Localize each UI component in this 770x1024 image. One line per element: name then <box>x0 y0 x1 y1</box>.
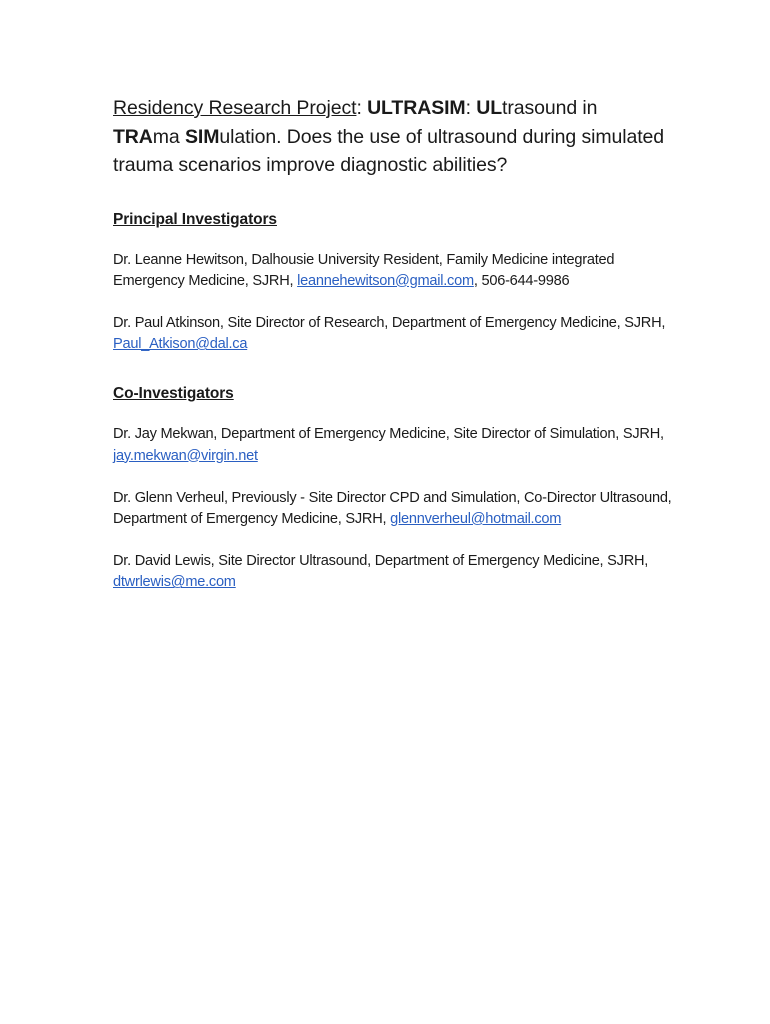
investigator-entry <box>113 250 673 292</box>
document-page <box>113 94 673 594</box>
investigator-entry <box>113 488 673 530</box>
email-link[interactable]: dtwrlewis@me.com <box>113 574 236 591</box>
title-text-sim: ulation. Does the use of ultrasound during simulated trauma scenarios improve diagnostic abilities? <box>113 125 665 176</box>
investigator-details: Dr. David Lewis, Site Director Ultrasound, Department of Emergency Medicine, SJRH, <box>113 553 649 570</box>
title-bold-tra: TRA <box>113 125 153 148</box>
title-label: Residency Research Project <box>113 97 357 119</box>
title-text-ul: trasound in <box>502 97 598 119</box>
principal-investigators-heading: Principal Investigators <box>113 210 277 228</box>
title-text-tra: ma <box>152 125 185 148</box>
co-investigators-heading: Co-Investigators <box>113 385 234 403</box>
investigator-details: Dr. Leanne Hewitson, Dalhousie University Resident, Family Medicine integrated Emergency Medicine, SJRH, <box>113 251 615 289</box>
email-link[interactable]: leannehewitson@gmail.com <box>297 272 474 289</box>
email-link[interactable]: Paul_Atkison@dal.ca <box>113 336 248 353</box>
investigator-details: Dr. Glenn Verheul, Previously - Site Director CPD and Simulation, Co-Director Ultrasound, Department of Emergency Medicine, SJRH, <box>113 489 672 527</box>
investigator-entry <box>113 313 673 355</box>
project-title <box>113 94 673 180</box>
investigator-entry <box>113 424 673 466</box>
investigator-entry <box>113 551 673 593</box>
email-link[interactable]: glennverheul@hotmail.com <box>390 510 562 527</box>
title-bold-sim: SIM <box>185 125 220 148</box>
investigator-details: Dr. Jay Mekwan, Department of Emergency Medicine, Site Director of Simulation, SJRH, <box>113 426 664 443</box>
title-bold-ul: UL <box>476 97 503 119</box>
title-acronym: ULTRASIM <box>367 97 466 119</box>
title-colon-1: : <box>356 97 368 119</box>
title-colon-2: : <box>465 97 477 119</box>
investigator-details: Dr. Paul Atkinson, Site Director of Research, Department of Emergency Medicine, SJRH, <box>113 314 666 331</box>
email-link[interactable]: jay.mekwan@virgin.net <box>113 447 258 464</box>
investigator-phone: , 506-644-9986 <box>473 272 570 289</box>
